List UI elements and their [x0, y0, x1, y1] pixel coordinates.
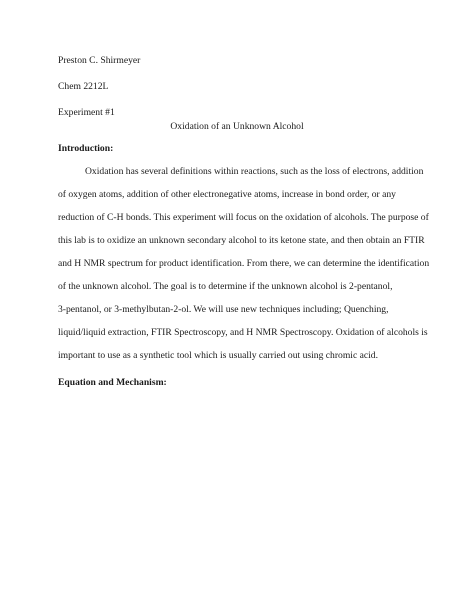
- paragraph-line: and H NMR spectrum for product identification. From there, we can determine the identification: [58, 258, 430, 269]
- paragraph-line: liquid/liquid extraction, FTIR Spectroscopy, and H NMR Spectroscopy. Oxidation of alcohols is: [58, 327, 428, 338]
- introduction-heading: Introduction:: [58, 143, 114, 154]
- equation-mechanism-heading: Equation and Mechanism:: [58, 377, 167, 388]
- document-title: Oxidation of an Unknown Alcohol: [170, 121, 304, 132]
- author-name: Preston C. Shirmeyer: [58, 55, 141, 66]
- paragraph-line: this lab is to oxidize an unknown secondary alcohol to its ketone state, and then obtain an FTIR: [58, 235, 425, 246]
- paragraph-line: reduction of C-H bonds. This experiment will focus on the oxidation of alcohols. The purpose of: [58, 212, 429, 223]
- paragraph-line: important to use as a synthetic tool which is usually carried out using chromic acid.: [58, 350, 378, 361]
- experiment-number: Experiment #1: [58, 107, 115, 118]
- course-code: Chem 2212L: [58, 81, 109, 92]
- paragraph-line: of the unknown alcohol. The goal is to determine if the unknown alcohol is 2-pentanol,: [58, 281, 393, 292]
- paragraph-line: of oxygen atoms, addition of other electronegative atoms, increase in bond order, or any: [58, 189, 396, 200]
- paragraph-line: Oxidation has several definitions within reactions, such as the loss of electrons, addition: [85, 166, 424, 177]
- paragraph-line: 3-pentanol, or 3-methylbutan-2-ol. We will use new techniques including; Quenching,: [58, 304, 389, 315]
